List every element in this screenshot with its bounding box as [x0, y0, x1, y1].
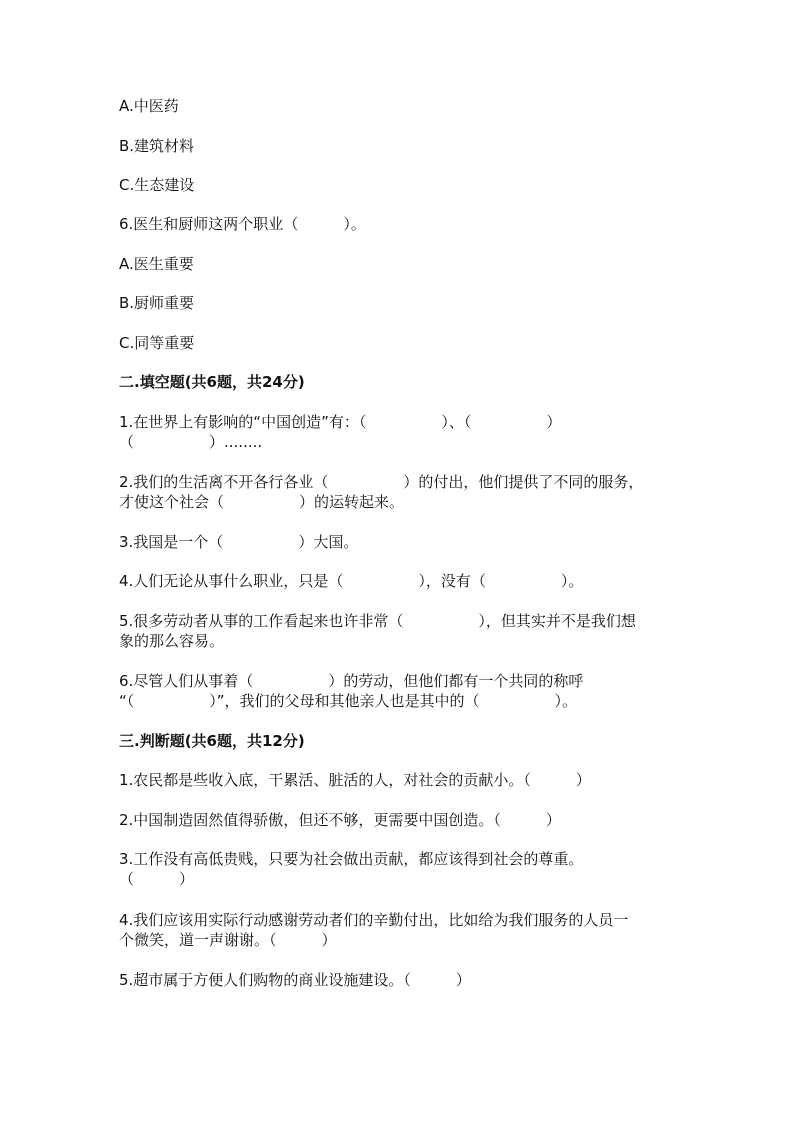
judge-question-5: 5.超市属于方便人们购物的商业设施建设。（ ）	[119, 971, 471, 989]
option-a: A.医生重要	[119, 255, 194, 273]
fill-question-6-cont: “（ ）”，我们的父母和其他亲人也是其中的（ ）。	[119, 692, 578, 710]
fill-question-6: 6.尽管人们从事着（ ）的劳动，但他们都有一个共同的称呼	[119, 672, 584, 690]
fill-question-3: 3.我国是一个（ ）大国。	[119, 533, 359, 551]
judge-question-3: 3.工作没有高低贵贱，只要为社会做出贡献，都应该得到社会的尊重。	[119, 850, 584, 868]
question-6: 6.医生和厨师这两个职业（ ）。	[119, 215, 366, 233]
option-c: C.同等重要	[119, 334, 195, 352]
option-b: B.厨师重要	[119, 294, 195, 312]
fill-question-2-cont: 才使这个社会（ ）的运转起来。	[119, 493, 405, 511]
fill-question-1: 1.在世界上有影响的“中国创造”有：（ ）、（ ）	[119, 413, 562, 431]
fill-question-1-cont: （ ）........	[119, 433, 263, 451]
fill-question-4: 4.人们无论从事什么职业，只是（ ），没有（ ）。	[119, 572, 584, 590]
section-heading-fill-blank: 二.填空题(共6题，共24分)	[119, 373, 305, 391]
fill-question-5-cont: 象的那么容易。	[119, 632, 225, 650]
judge-question-4-cont: 个微笑，道一声谢谢。（ ）	[119, 931, 337, 949]
judge-question-3-cont: （ ）	[119, 870, 195, 888]
section-heading-true-false: 三.判断题(共6题，共12分)	[119, 732, 305, 750]
option-a: A.中医药	[119, 97, 179, 115]
judge-question-4: 4.我们应该用实际行动感谢劳动者们的辛勤付出，比如给为我们服务的人员一	[119, 911, 629, 929]
option-b: B.建筑材料	[119, 137, 195, 155]
judge-question-1: 1.农民都是些收入底，干累活、脏活的人，对社会的贡献小。（ ）	[119, 771, 591, 789]
fill-question-5: 5.很多劳动者从事的工作看起来也许非常（ ），但其实并不是我们想	[119, 612, 636, 630]
fill-question-2: 2.我们的生活离不开各行各业（ ）的付出，他们提供了不同的服务，	[119, 473, 644, 491]
judge-question-2: 2.中国制造固然值得骄傲，但还不够，更需要中国创造。（ ）	[119, 811, 561, 829]
option-c: C.生态建设	[119, 176, 195, 194]
